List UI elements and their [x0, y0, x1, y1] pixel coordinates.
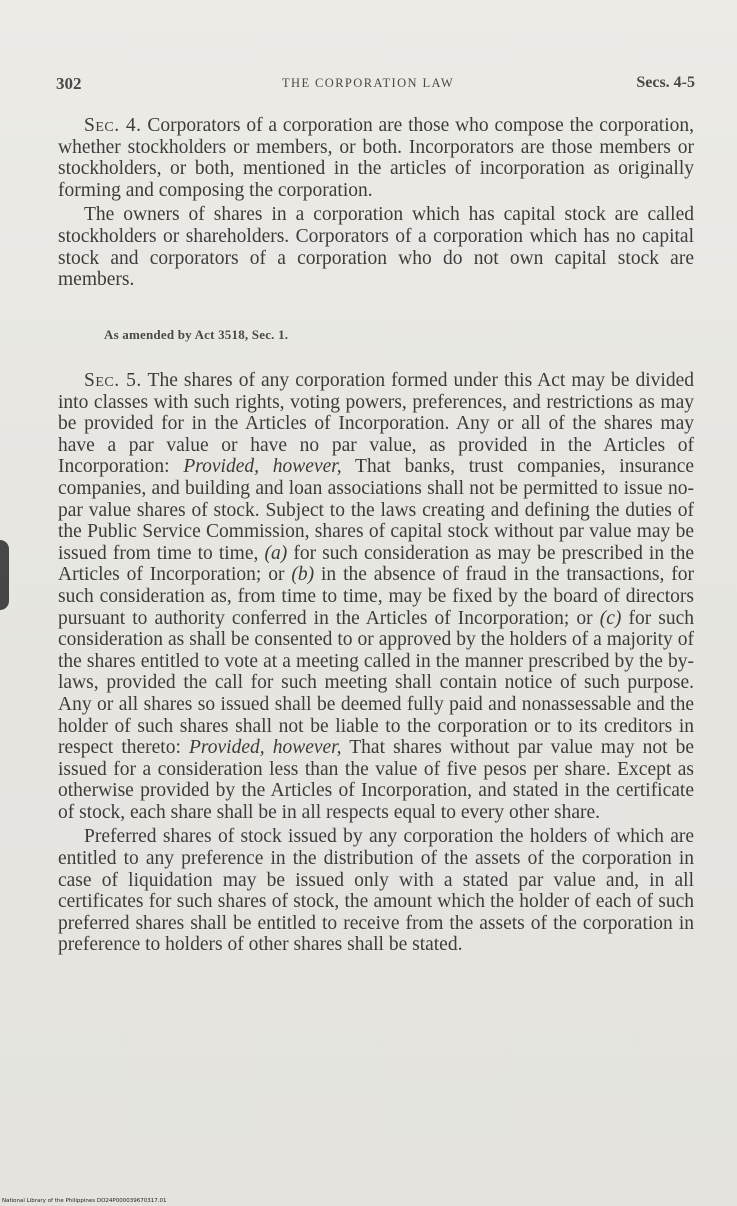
item-b-marker: (b) [291, 564, 315, 586]
proviso-1: Provided, however, [183, 456, 342, 478]
section-5-text-2: Preferred shares of stock issued by any corporation the holders of which are entitled to any preference in the distribution of the assets of the corporation in case of liquidation may be issued only with a stated par value and, in all certificates for such shares of stock, the amount which the holder of each of such preferred shares shall be entitled to receive from the assets of the corporation in preference to holders of other shares shall be stated. [58, 826, 694, 956]
section-5-text-e: for such consideration as shall be consented to or approved by the holders of a majority of the shares entitled to vote at a meeting called in the manner prescribed by the by-laws, provided the call for such meeting shall contain notice of such purpose. Any or all shares so issued shall be deemed fully paid and nonassessable and the holder of such shares shall not be liable to the corporation or to its creditors in respect thereto: [58, 607, 694, 759]
section-5-text-f: That shares without par value may not be issued for a consideration less than the value of five pesos per share. Except as otherwise provided by the Articles of Incorporation, and stated in the certificate of stock, each share shall be in all respects equal to every other share. [58, 737, 695, 823]
section-5-text-b: That banks, trust companies, insurance companies, and building and loan associations shall not be permitted to issue no-par value shares of stock. Subject to the laws creating and defining the duties of the Public Service Commission, shares of capital stock without par value may be issued from time to time, [58, 456, 695, 564]
section-5-text-c: for such consideration as may be prescribed in the Articles of Incorporation; or [58, 542, 695, 586]
section-5-paragraph-1 [58, 370, 694, 823]
section-5-text-a: The shares of any corporation formed under this Act may be divided into classes with such rights, voting powers, preferences, and restrictions as may be provided for in the Articles of Incorporation. Any or all of the shares may have a par value or have no par value, as provided in the Articles of Incorporation: [58, 370, 694, 478]
library-footer: National Library of the Philippines DO24P000039670317.01 [2, 1198, 167, 1204]
section-5-text-d: in the absence of fraud in the transactions, for such consideration as, from time to time, may be fixed by the board of directors pursuant to authority conferred in the Articles of Incorporation; or [58, 564, 695, 629]
section-5 [58, 370, 694, 956]
section-4-text-1: Corporators of a corporation are those who compose the corporation, whether stockholders or members, or both. Incorporators are those members or stockholders, or both, mentioned in the articles of incorporation as originally forming and composing the corporation. [58, 115, 694, 201]
section-4 [58, 115, 694, 291]
section-4-paragraph-2 [58, 204, 694, 290]
section-5-paragraph-2 [58, 826, 694, 956]
running-title: THE CORPORATION LAW [282, 76, 455, 90]
section-4-paragraph-1 [58, 115, 694, 201]
section-5-label: Sec. 5. [84, 370, 142, 391]
section-range: Secs. 4-5 [636, 74, 695, 91]
proviso-2: Provided, however, [188, 737, 342, 759]
amendment-note: As amended by Act 3518, Sec. 1. [104, 327, 289, 342]
binding-shadow [0, 540, 9, 610]
section-4-label: Sec. 4. [84, 115, 142, 136]
item-c-marker: (c) [599, 607, 622, 629]
item-a-marker: (a) [264, 542, 288, 564]
page-number: 302 [56, 74, 82, 93]
section-4-text-2: The owners of shares in a corporation which has capital stock are called stockholders or shareholders. Corporators of a corporation which has no capital stock and corporators of a corporation who do not own capital stock are members. [58, 204, 694, 291]
page-header [56, 74, 695, 96]
